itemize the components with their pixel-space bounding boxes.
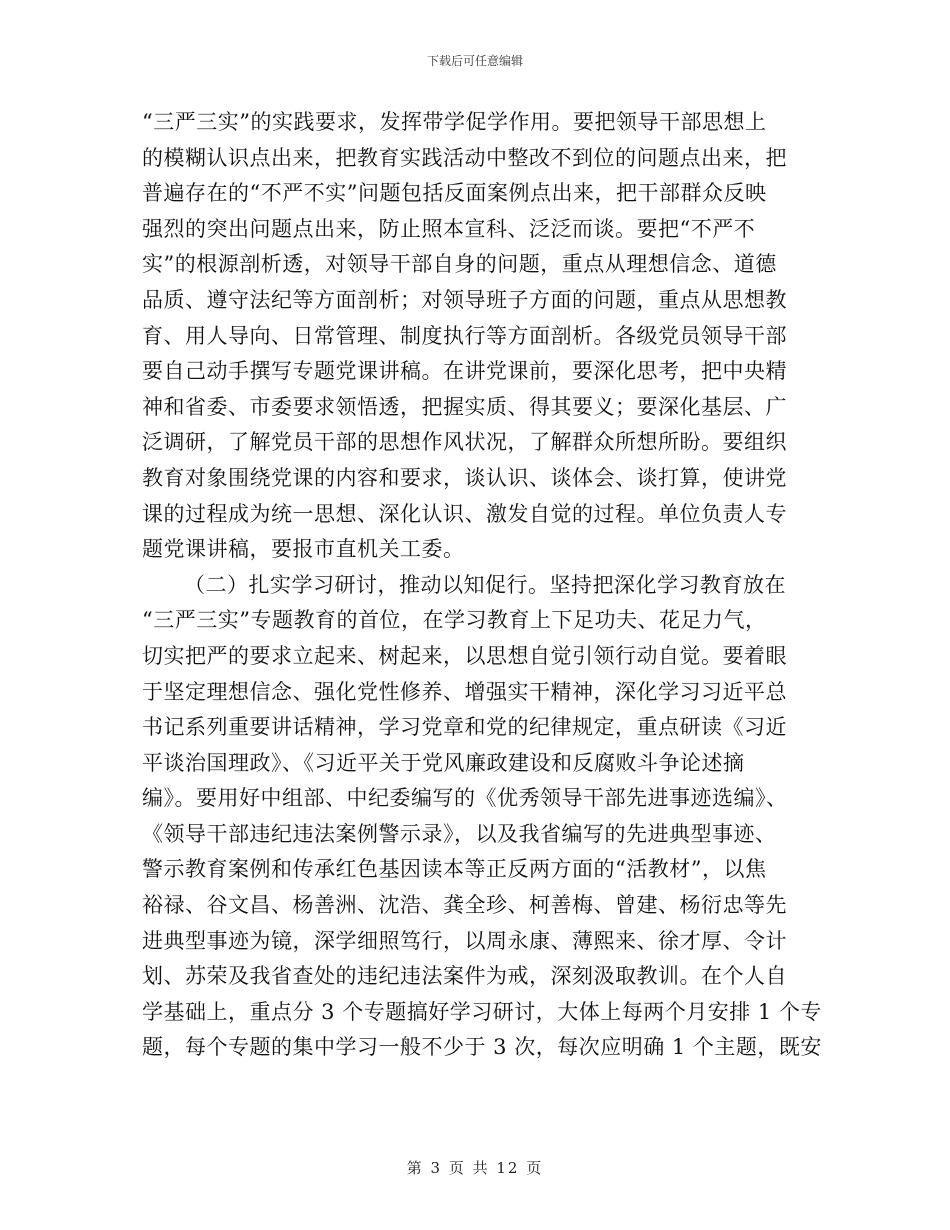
text-line: 学基础上，重点分 3 个专题搞好学习研讨，大体上每两个月安排 1 个专 — [142, 999, 822, 1024]
text-line: 裕禄、谷文昌、杨善洲、沈浩、龚全珍、柯善梅、曾建、杨衍忠等先 — [142, 893, 787, 918]
text-line: “三严三实”专题教育的首位，在学习教育上下足功夫、花足力气， — [142, 608, 767, 633]
text-line: 强烈的突出问题点出来，防止照本宣科、泛泛而谈。要把“不严不 — [142, 216, 756, 241]
text-line: 划、苏荣及我省查处的违纪违法案件为戒，深刻汲取教训。在个人自 — [142, 964, 787, 989]
page-number-footer: 第 3 页 共 12 页 — [406, 1159, 544, 1177]
text-line: 泛调研，了解党员干部的思想作风状况，了解群众所想所盼。要组织 — [142, 430, 787, 455]
paragraph — [142, 568, 822, 1066]
text-line: 题，每个专题的集中学习一般不少于 3 次，每次应明确 1 个主题，既安 — [142, 1035, 822, 1060]
text-line: 实”的根源剖析透，对领导干部自身的问题，重点从理想信念、道德 — [142, 252, 777, 277]
text-line: 神和省委、市委要求领悟透，把握实质、得其要义；要深化基层、广 — [142, 394, 787, 419]
text-line: 课的过程成为统一思想、深化认识、激发自觉的过程。单位负责人专 — [142, 501, 787, 526]
text-line: 教育对象围绕党课的内容和要求，谈认识、谈体会、谈打算，使讲党 — [142, 465, 787, 490]
text-line: 编》。要用好中组部、中纪委编写的《优秀领导干部先进事迹选编》、 — [142, 786, 788, 811]
text-line: 的模糊认识点出来，把教育实践活动中整改不到位的问题点出来，把 — [142, 145, 787, 170]
text-line: 育、用人导向、日常管理、制度执行等方面剖析。各级党员领导干部 — [142, 323, 787, 348]
paragraph — [142, 105, 822, 568]
text-line: 警示教育案例和传承红色基因读本等正反两方面的“活教材”，以焦 — [142, 857, 767, 882]
text-line: 书记系列重要讲话精神，学习党章和党的纪律规定，重点研读《习近 — [142, 715, 787, 740]
text-line: 进典型事迹为镜，深学细照笃行，以周永康、薄熙来、徐才厚、令计 — [142, 928, 787, 953]
text-line: 平谈治国理政》、《习近平关于党风廉政建设和反腐败斗争论述摘 — [142, 750, 745, 775]
text-line: 于坚定理想信念、强化党性修养、增强实干精神，深化学习习近平总 — [142, 679, 787, 704]
text-line: 《领导干部违纪违法案例警示录》，以及我省编写的先进典型事迹、 — [142, 821, 777, 846]
document-body — [142, 105, 822, 1066]
text-line: 题党课讲稿，要报市直机关工委。 — [142, 537, 465, 562]
page-header-note: 下载后可任意编辑 — [426, 54, 523, 68]
text-line: （二）扎实学习研讨，推动以知促行。坚持把深化学习教育放在 — [184, 572, 786, 597]
text-line: 品质、遵守法纪等方面剖析；对领导班子方面的问题，重点从思想教 — [142, 287, 787, 312]
text-line: 普遍存在的“不严不实”问题包括反面案例点出来，把干部群众反映 — [142, 181, 767, 206]
text-line: 切实把严的要求立起来、树起来，以思想自觉引领行动自觉。要着眼 — [142, 643, 787, 668]
text-line: 要自己动手撰写专题党课讲稿。在讲党课前，要深化思考，把中央精 — [142, 359, 787, 384]
text-line: “三严三实”的实践要求，发挥带学促学作用。要把领导干部思想上 — [142, 110, 767, 134]
